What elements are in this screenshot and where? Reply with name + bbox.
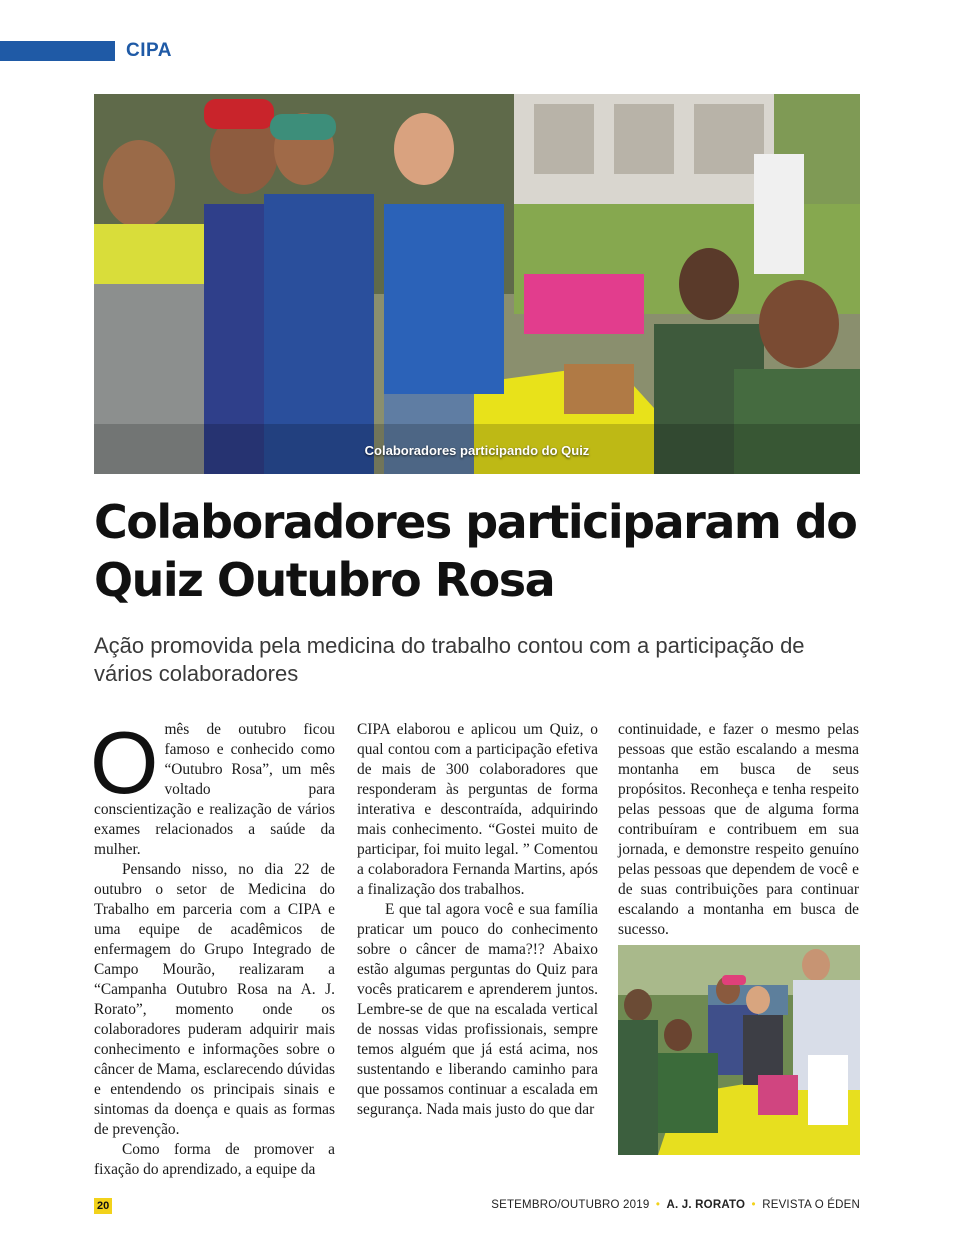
article-column-1 xyxy=(90,713,335,1180)
secondary-photo xyxy=(618,945,860,1155)
article-subtitle: Ação promovida pela medicina do trabalho contou com a participação de vários colaboradores xyxy=(94,633,805,686)
hero-photo-illustration xyxy=(94,94,860,474)
footer-separator: • xyxy=(655,1199,661,1211)
drop-cap: O xyxy=(90,713,159,812)
paragraph-4-continued: continuidade, e fazer o mesmo pelas pessoas que estão escalando a mesma montanha em busca de seus propósitos. Reconheça e tenha respeito pelas pessoas que de alguma forma contribuíram e contribuem em sua jornada, e demonstre respeito genuíno pelas pessoas que dependem de você e de suas contribuições para continuar escalando a montanha em busca de sucesso. xyxy=(618,721,859,938)
footer-date: SETEMBRO/OUTUBRO 2019 xyxy=(491,1199,650,1211)
article-column-3 xyxy=(618,720,859,940)
page-footer xyxy=(491,1199,860,1211)
hero-caption: Colaboradores participando do Quiz xyxy=(364,443,590,458)
page-number: 20 xyxy=(94,1198,112,1214)
hero-photo xyxy=(94,94,860,474)
paragraph-3-start: Como forma de promover a fixação do aprendizado, a equipe da xyxy=(94,1141,335,1178)
footer-magazine: REVISTA O ÉDEN xyxy=(762,1199,860,1211)
section-color-bar xyxy=(0,41,115,61)
paragraph-4: E que tal agora você e sua família praticar um pouco do conhecimento sobre o câncer de mama?!? Abaixo estão algumas perguntas do Quiz para vocês praticarem e aprenderem juntos. Lembre-se de que na escalada vertical de nossas vidas profissionais, sempre temos alguém que já está acima, nos sustentando e liberando caminho para que possamos continuar a escalada em segurança. Nada mais justo do que dar xyxy=(357,901,598,1118)
paragraph-2: Pensando nisso, no dia 22 de outubro o setor de Medicina do Trabalho em parceria com a CIPA e uma equipe de acadêmicos de enfermagem do Grupo Integrado de Campo Mourão, realizaram a “Campanha Outubro Rosa na A. J. Rorato”, momento onde os colaboradores puderam adquirir mais conhecimento e informações sobre o câncer de Mama, esclarecendo dúvidas e entendendo os principais sinais e sintomas da doença e quais as formas de prevenção. xyxy=(94,861,335,1138)
paragraph-1-text: mês de outubro ficou famoso e conhecido como “Outubro Rosa”, um mês voltado para conscientização e realização de vários exames relacionados a saúde da mulher. xyxy=(94,721,335,858)
paragraph-3-continued: CIPA elaborou e aplicou um Quiz, o qual contou com a participação efetiva de mais de 300 colaboradores que responderam às perguntas de forma interativa e descontraída, adquirindo mais conhecimento. “Gostei muito de participar, foi muito legal. ” Comentou a colaboradora Fernanda Martins, após a finalização dos trabalhos. xyxy=(357,721,598,898)
secondary-photo-illustration xyxy=(618,945,860,1155)
footer-brand: A. J. RORATO xyxy=(666,1199,746,1211)
paragraph-1 xyxy=(90,713,335,860)
article-headline: Colaboradores participaram do Quiz Outubro Rosa xyxy=(94,495,857,607)
footer-separator-2: • xyxy=(751,1199,756,1211)
article-column-2 xyxy=(357,720,598,1120)
section-label: CIPA xyxy=(126,40,172,61)
